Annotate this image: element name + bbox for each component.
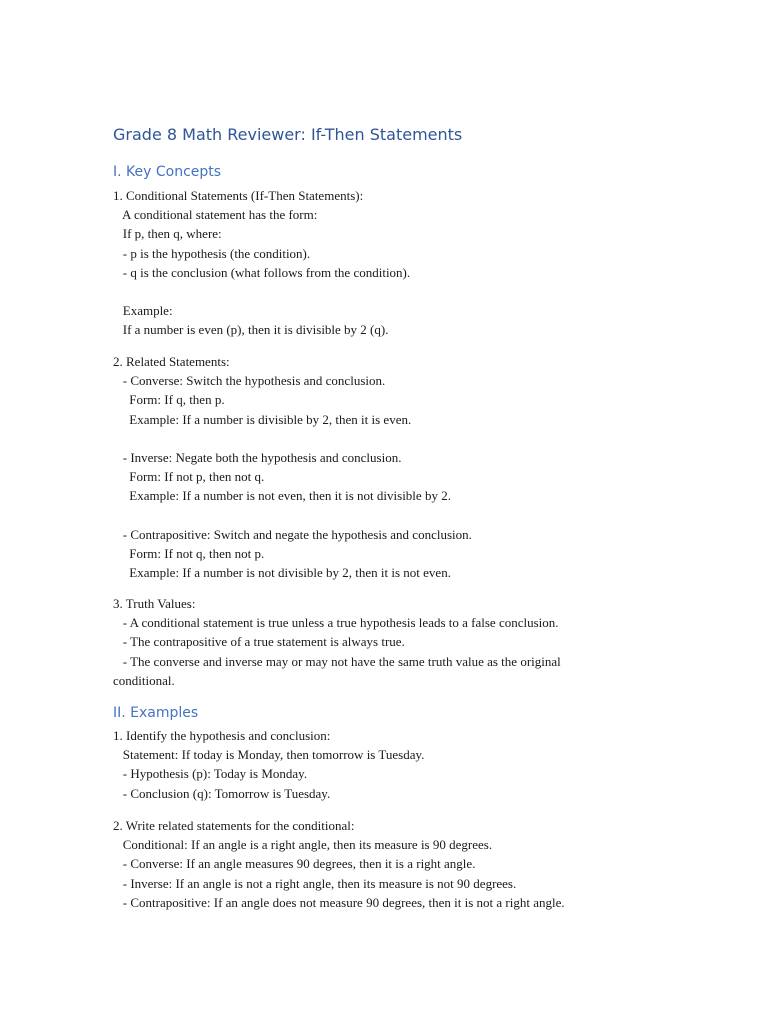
text-line: - The contrapositive of a true statement is always true.: [113, 634, 405, 650]
text-line: - Conclusion (q): Tomorrow is Tuesday.: [113, 785, 331, 801]
text-line: [113, 282, 633, 301]
text-line: Example: If a number is not divisible by 2, then it is not even.: [113, 565, 451, 581]
section-heading-key-concepts: I. Key Concepts: [113, 164, 222, 180]
text-line: 1. Identify the hypothesis and conclusion:: [113, 728, 331, 743]
text-line: - Inverse: If an angle is not a right angle, then its measure is not 90 degrees.: [113, 875, 517, 891]
key-concepts-related-statements: [113, 352, 633, 582]
text-line: 1. Conditional Statements (If-Then Statements):: [113, 188, 364, 203]
text-line: - p is the hypothesis (the condition).: [113, 245, 311, 261]
text-line: - A conditional statement is true unless a true hypothesis leads to a false conclusion.: [113, 615, 559, 631]
text-line: [113, 429, 633, 448]
key-concepts-truth-values: [113, 594, 633, 690]
text-line: - Hypothesis (p): Today is Monday.: [113, 766, 308, 782]
text-line: - Converse: If an angle measures 90 degrees, then it is a right angle.: [113, 856, 476, 872]
text-line: Form: If q, then p.: [113, 392, 225, 408]
examples-related-statements: [113, 816, 633, 912]
text-line: If a number is even (p), then it is divisible by 2 (q).: [113, 322, 389, 338]
text-line: [113, 506, 633, 525]
text-line: Example:: [113, 303, 173, 319]
text-line: - q is the conclusion (what follows from the condition).: [113, 264, 411, 280]
text-line: 2. Related Statements:: [113, 354, 230, 369]
text-line: conditional.: [113, 672, 175, 688]
text-line: - Converse: Switch the hypothesis and conclusion.: [113, 373, 386, 389]
text-line: Example: If a number is not even, then it is not divisible by 2.: [113, 488, 451, 504]
text-line: - The converse and inverse may or may not have the same truth value as the original: [113, 653, 561, 669]
section-heading-examples: II. Examples: [113, 705, 199, 721]
key-concepts-conditional-statements: [113, 186, 633, 340]
text-line: Form: If not q, then not p.: [113, 546, 265, 561]
text-line: - Contrapositive: If an angle does not measure 90 degrees, then it is not a right angle.: [113, 894, 565, 910]
document-title: Grade 8 Math Reviewer: If-Then Statements: [113, 125, 463, 144]
text-line: Conditional: If an angle is a right angle, then its measure is 90 degrees.: [113, 837, 493, 853]
examples-identify-hypothesis: [113, 726, 633, 803]
text-line: Statement: If today is Monday, then tomorrow is Tuesday.: [113, 747, 425, 763]
text-line: A conditional statement has the form:: [113, 207, 318, 223]
text-line: - Inverse: Negate both the hypothesis and conclusion.: [113, 450, 402, 465]
text-line: If p, then q, where:: [113, 226, 222, 242]
text-line: 3. Truth Values:: [113, 596, 196, 611]
text-line: Form: If not p, then not q.: [113, 469, 265, 485]
text-line: - Contrapositive: Switch and negate the hypothesis and conclusion.: [113, 526, 472, 542]
text-line: Example: If a number is divisible by 2, then it is even.: [113, 411, 412, 427]
text-line: 2. Write related statements for the conditional:: [113, 818, 355, 833]
